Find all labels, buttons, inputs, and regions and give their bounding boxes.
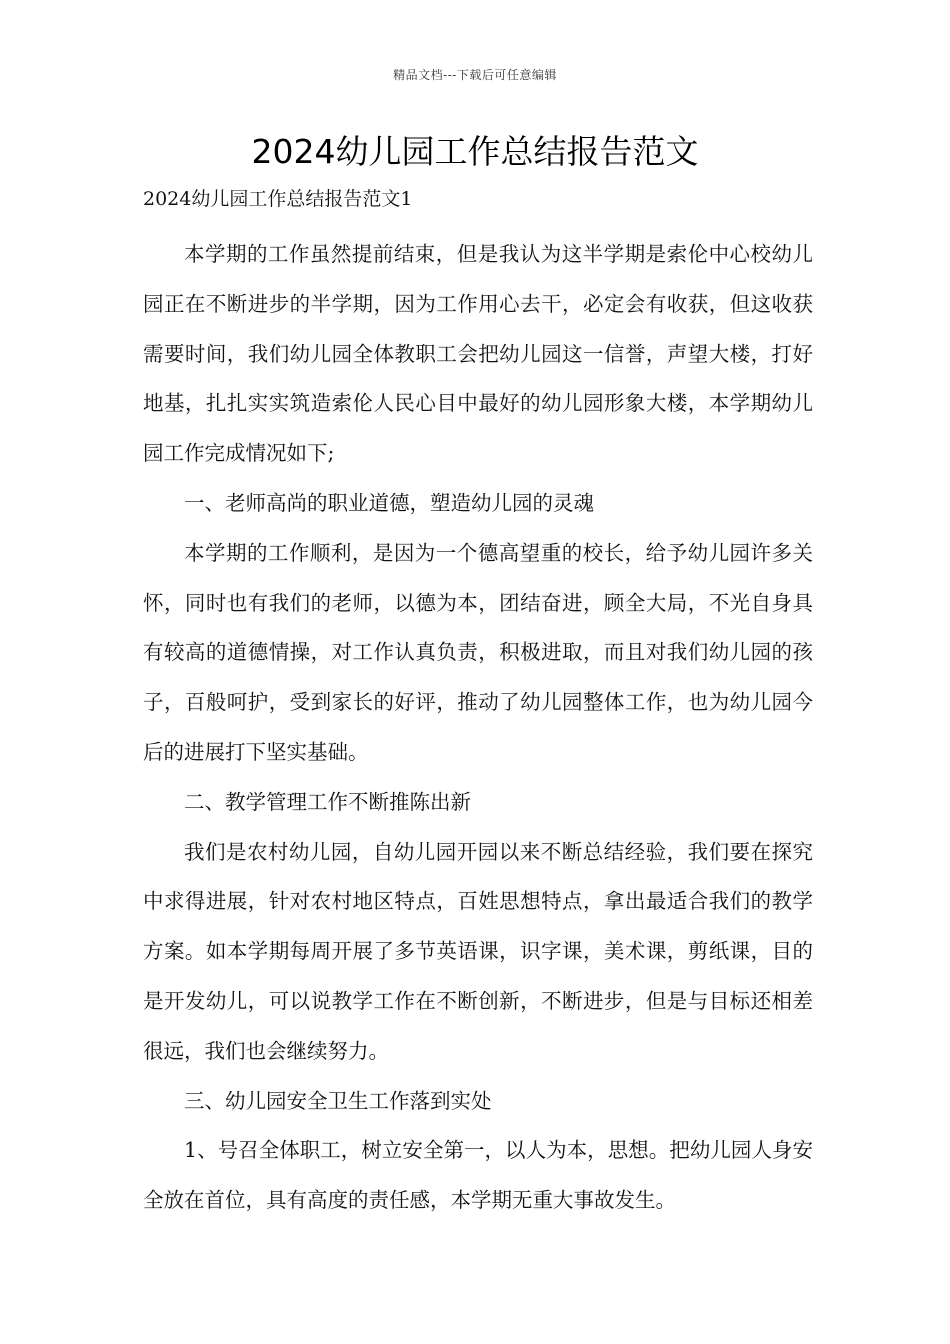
document-subtitle: 2024幼儿园工作总结报告范文1: [143, 188, 413, 210]
paragraph-section-2: 我们是农村幼儿园，自幼儿园开园以来不断总结经验，我们要在探究中求得进展，针对农村地区特点，百姓思想特点，拿出最适合我们的教学方案。如本学期每周开展了多节英语课，识字课，美术课，剪纸课，目的是开发幼儿，可以说教学工作在不断创新，不断进步，但是与目标还相差很远，我们也会继续努力。: [143, 839, 813, 1063]
document-title: 2024幼儿园工作总结报告范文: [251, 132, 699, 171]
paragraph-section-1: 本学期的工作顺利，是因为一个德高望重的校长，给予幼儿园许多关怀，同时也有我们的老师，以德为本，团结奋进，顾全大局，不光自身具有较高的道德情操，对工作认真负责，积极进取，而且对我们幼儿园的孩子，百般呵护，受到家长的好评，推动了幼儿园整体工作，也为幼儿园今后的进展打下坚实基础。: [143, 540, 813, 764]
section-heading-1: 一、老师高尚的职业道德，塑造幼儿园的灵魂: [184, 490, 594, 515]
document-body: [143, 184, 813, 1226]
section-heading-3: 三、幼儿园安全卫生工作落到实处: [184, 1088, 492, 1113]
paragraph-section-3-item-1: 1、号召全体职工，树立安全第一，以人为本，思想。把幼儿园人身安全放在首位，具有高度的责任感，本学期无重大事故发生。: [143, 1138, 813, 1213]
section-heading-2: 二、教学管理工作不断推陈出新: [184, 789, 471, 814]
paragraph-intro: 本学期的工作虽然提前结束，但是我认为这半学期是索伦中心校幼儿园正在不断进步的半学期，因为工作用心去干，必定会有收获，但这收获需要时间，我们幼儿园全体教职工会把幼儿园这一信誉，声望大楼，打好地基，扎扎实实筑造索伦人民心目中最好的幼儿园形象大楼，本学期幼儿园工作完成情况如下;: [143, 242, 813, 466]
page-header-note: 精品文档---下载后可任意编辑: [393, 68, 557, 82]
